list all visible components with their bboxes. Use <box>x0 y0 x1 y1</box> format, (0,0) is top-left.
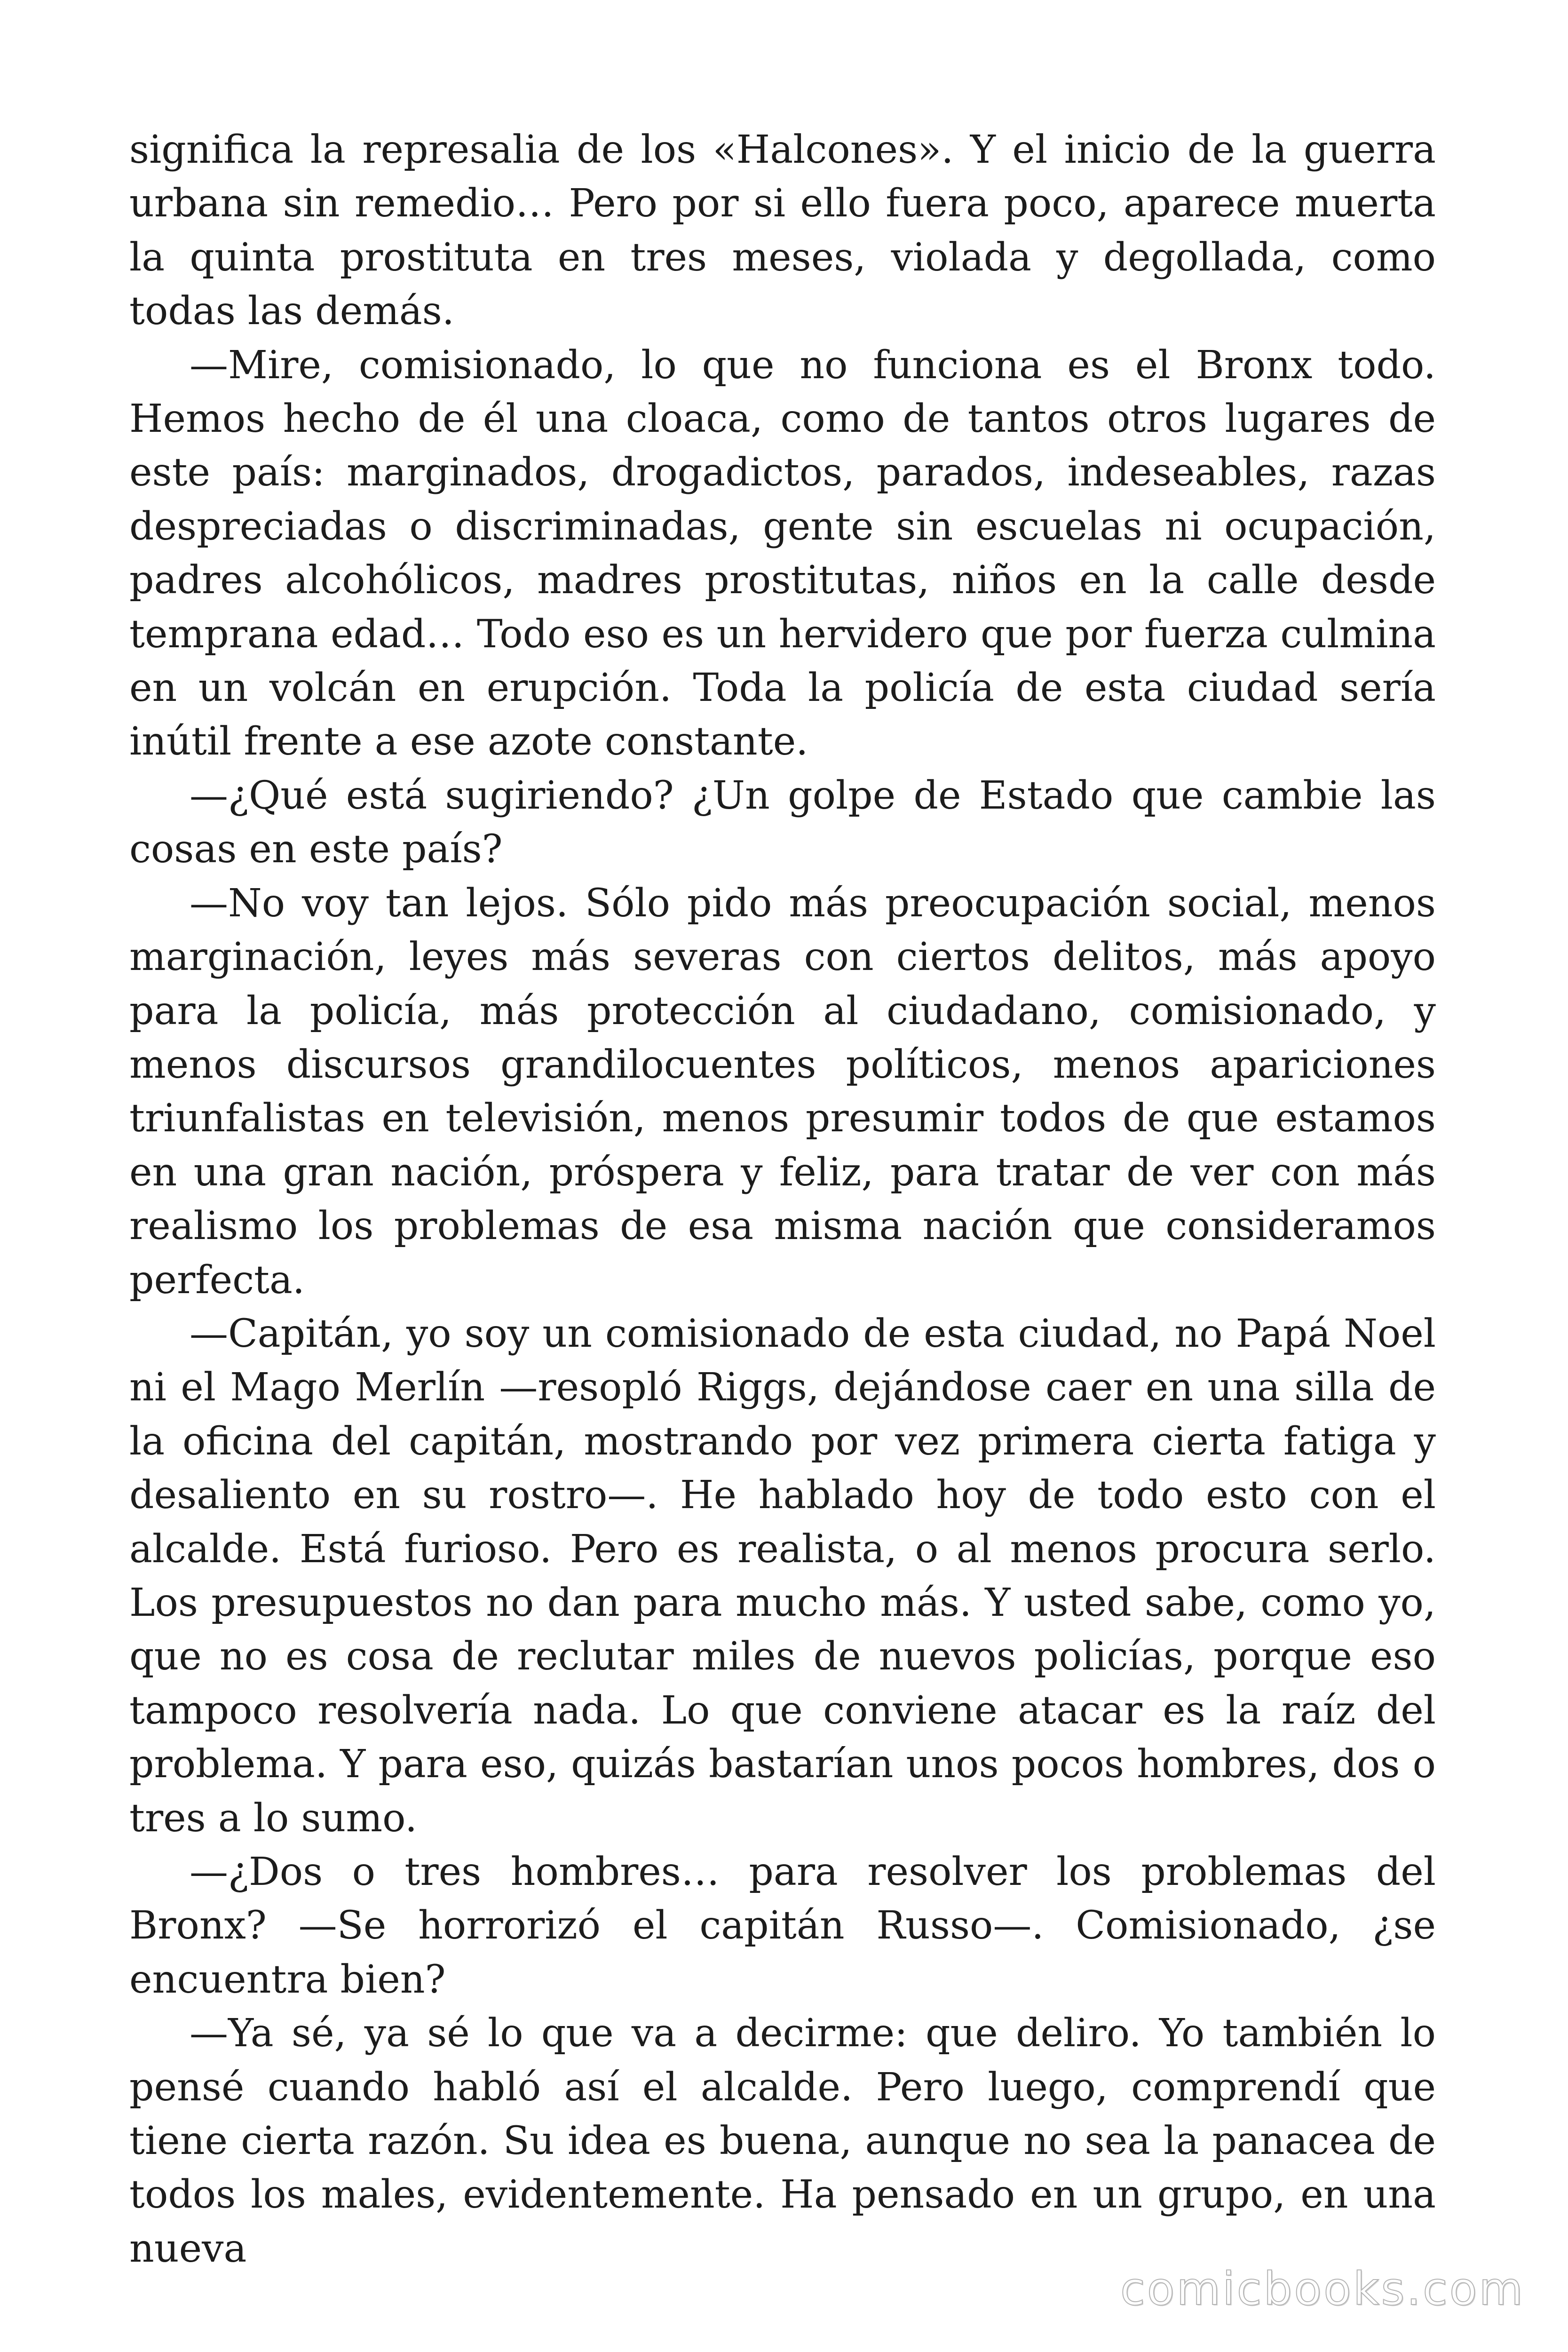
paragraph: —Capitán, yo soy un comisionado de esta ciudad, no Papá Noel ni el Mago Merlín —resopló Riggs, dejándose caer en una silla de la oficina del capitán, mostrando por vez primera cierta fatiga y desaliento en su rostro—. He hablado hoy de todo esto con el alcalde. Está furioso. Pero es realista, o al menos procura serlo. Los presupuestos no dan para mucho más. Y usted sabe, como yo, que no es cosa de reclutar miles de nuevos policías, porque eso tampoco resolvería nada. Lo que conviene atacar es la raíz del problema. Y para eso, quizás bastarían unos pocos hombres, dos o tres a lo sumo. <box>129 1311 1436 1841</box>
paragraph: significa la represalia de los «Halcones». Y el inicio de la guerra urbana sin remedio… Pero por si ello fuera poco, aparece muerta la quinta prostituta en tres meses, violada y degollada, como todas las demás. <box>129 127 1436 334</box>
paragraph: —Ya sé, ya sé lo que va a decirme: que deliro. Yo también lo pensé cuando habló así el alcalde. Pero luego, comprendí que tiene cierta razón. Su idea es buena, aunque no sea la panacea de todos los males, evidentemente. Ha pensado en un grupo, en una nueva <box>129 2011 1436 2271</box>
watermark: comicbooks.com <box>1120 2263 1525 2315</box>
paragraph: —No voy tan lejos. Sólo pido más preocupación social, menos marginación, leyes más severas con ciertos delitos, más apoyo para la policía, más protección al ciudadano, comisionado, y menos discursos grandilocuentes políticos, menos apariciones triunfalistas en televisión, menos presumir todos de que estamos en una gran nación, próspera y feliz, para tratar de ver con más realismo los problemas de esa misma nación que consideramos perfecta. <box>129 881 1436 1303</box>
paragraph: —¿Dos o tres hombres… para resolver los problemas del Bronx? —Se horrorizó el capitán Russo—. Comisionado, ¿se encuentra bien? <box>129 1850 1436 2002</box>
paragraph: —¿Qué está sugiriendo? ¿Un golpe de Estado que cambie las cosas en este país? <box>129 773 1436 872</box>
page-body-text <box>129 123 1436 2276</box>
paragraph: —Mire, comisionado, lo que no funciona es el Bronx todo. Hemos hecho de él una cloaca, como de tantos otros lugares de este país: marginados, drogadictos, parados, indeseables, razas despreciadas o discriminadas, gente sin escuelas ni ocupación, padres alcohólicos, madres prostitutas, niños en la calle desde temprana edad… Todo eso es un hervidero que por fuerza culmina en un volcán en erupción. Toda la policía de esta ciudad sería inútil frente a ese azote constante. <box>129 342 1436 764</box>
